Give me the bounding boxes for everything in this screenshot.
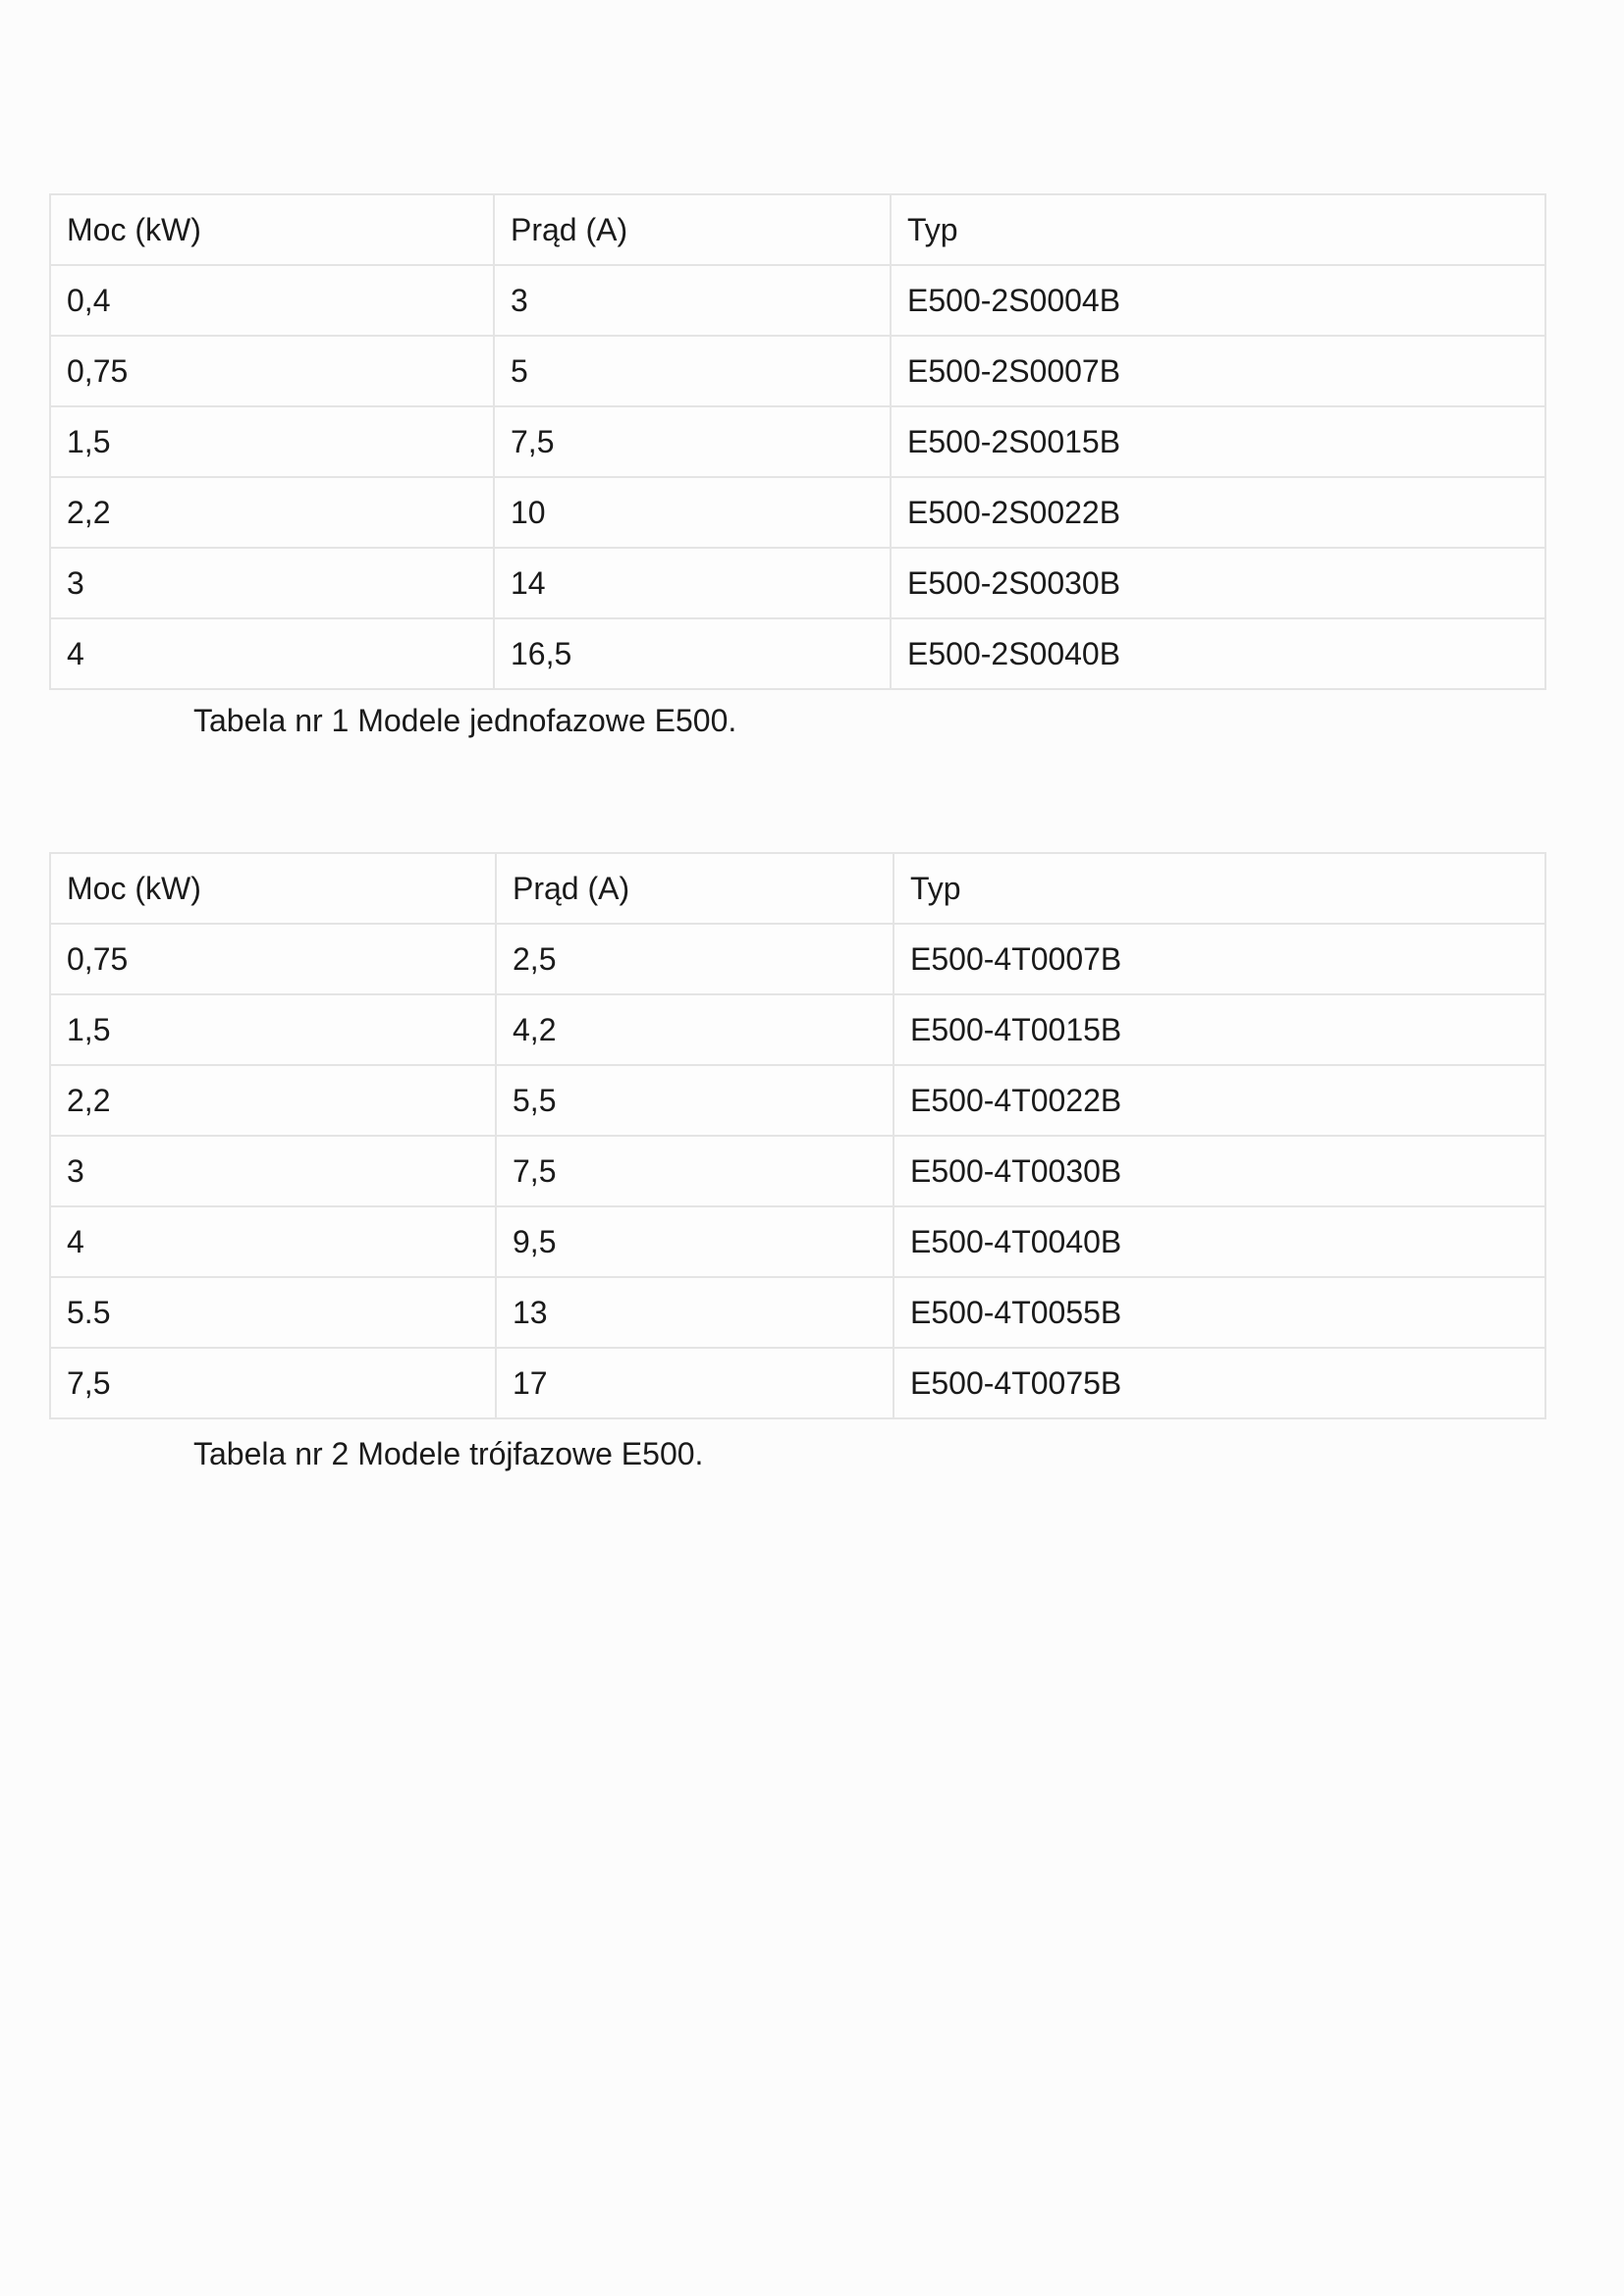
cell-current: 7,5: [496, 1136, 893, 1206]
cell-power: 4: [50, 1206, 496, 1277]
cell-current: 7,5: [494, 406, 891, 477]
cell-current: 16,5: [494, 618, 891, 689]
table-row: [50, 1277, 1545, 1348]
header-cell-power: Moc (kW): [50, 853, 496, 924]
cell-current: 2,5: [496, 924, 893, 994]
header-cell-current: Prąd (A): [496, 853, 893, 924]
cell-type: E500-2S0040B: [891, 618, 1545, 689]
table-row: [50, 1348, 1545, 1418]
cell-type: E500-4T0075B: [893, 1348, 1545, 1418]
cell-type: E500-2S0022B: [891, 477, 1545, 548]
cell-power: 2,2: [50, 1065, 496, 1136]
cell-current: 9,5: [496, 1206, 893, 1277]
three-phase-models-table: [49, 852, 1546, 1419]
header-cell-current: Prąd (A): [494, 194, 891, 265]
cell-power: 3: [50, 1136, 496, 1206]
table-row: [50, 994, 1545, 1065]
table-row: [50, 265, 1545, 336]
cell-type: E500-4T0022B: [893, 1065, 1545, 1136]
table-caption-three-phase: Tabela nr 2 Modele trójfazowe E500.: [193, 1436, 704, 1471]
cell-power: 0,75: [50, 924, 496, 994]
table-caption-single-phase: Tabela nr 1 Modele jednofazowe E500.: [193, 703, 737, 738]
table-row: [50, 548, 1545, 618]
table-row: [50, 618, 1545, 689]
cell-power: 3: [50, 548, 494, 618]
cell-power: 0,75: [50, 336, 494, 406]
cell-type: E500-4T0015B: [893, 994, 1545, 1065]
header-cell-type: Typ: [891, 194, 1545, 265]
cell-type: E500-2S0007B: [891, 336, 1545, 406]
cell-type: E500-4T0040B: [893, 1206, 1545, 1277]
cell-current: 3: [494, 265, 891, 336]
single-phase-models-table: [49, 193, 1546, 690]
cell-current: 13: [496, 1277, 893, 1348]
table-row: [50, 477, 1545, 548]
cell-current: 10: [494, 477, 891, 548]
cell-current: 5: [494, 336, 891, 406]
cell-power: 0,4: [50, 265, 494, 336]
cell-power: 1,5: [50, 406, 494, 477]
cell-type: E500-4T0007B: [893, 924, 1545, 994]
cell-type: E500-2S0015B: [891, 406, 1545, 477]
cell-power: 5.5: [50, 1277, 496, 1348]
table-row: [50, 924, 1545, 994]
header-cell-type: Typ: [893, 853, 1545, 924]
table-header-row: [50, 853, 1545, 924]
table-row: [50, 406, 1545, 477]
table-row: [50, 1065, 1545, 1136]
table-row: [50, 1136, 1545, 1206]
cell-current: 14: [494, 548, 891, 618]
cell-current: 5,5: [496, 1065, 893, 1136]
cell-current: 17: [496, 1348, 893, 1418]
table-header-row: [50, 194, 1545, 265]
cell-type: E500-4T0030B: [893, 1136, 1545, 1206]
cell-power: 7,5: [50, 1348, 496, 1418]
cell-type: E500-2S0004B: [891, 265, 1545, 336]
cell-power: 4: [50, 618, 494, 689]
header-cell-power: Moc (kW): [50, 194, 494, 265]
cell-current: 4,2: [496, 994, 893, 1065]
table-row: [50, 336, 1545, 406]
cell-type: E500-2S0030B: [891, 548, 1545, 618]
table-row: [50, 1206, 1545, 1277]
cell-type: E500-4T0055B: [893, 1277, 1545, 1348]
cell-power: 2,2: [50, 477, 494, 548]
cell-power: 1,5: [50, 994, 496, 1065]
